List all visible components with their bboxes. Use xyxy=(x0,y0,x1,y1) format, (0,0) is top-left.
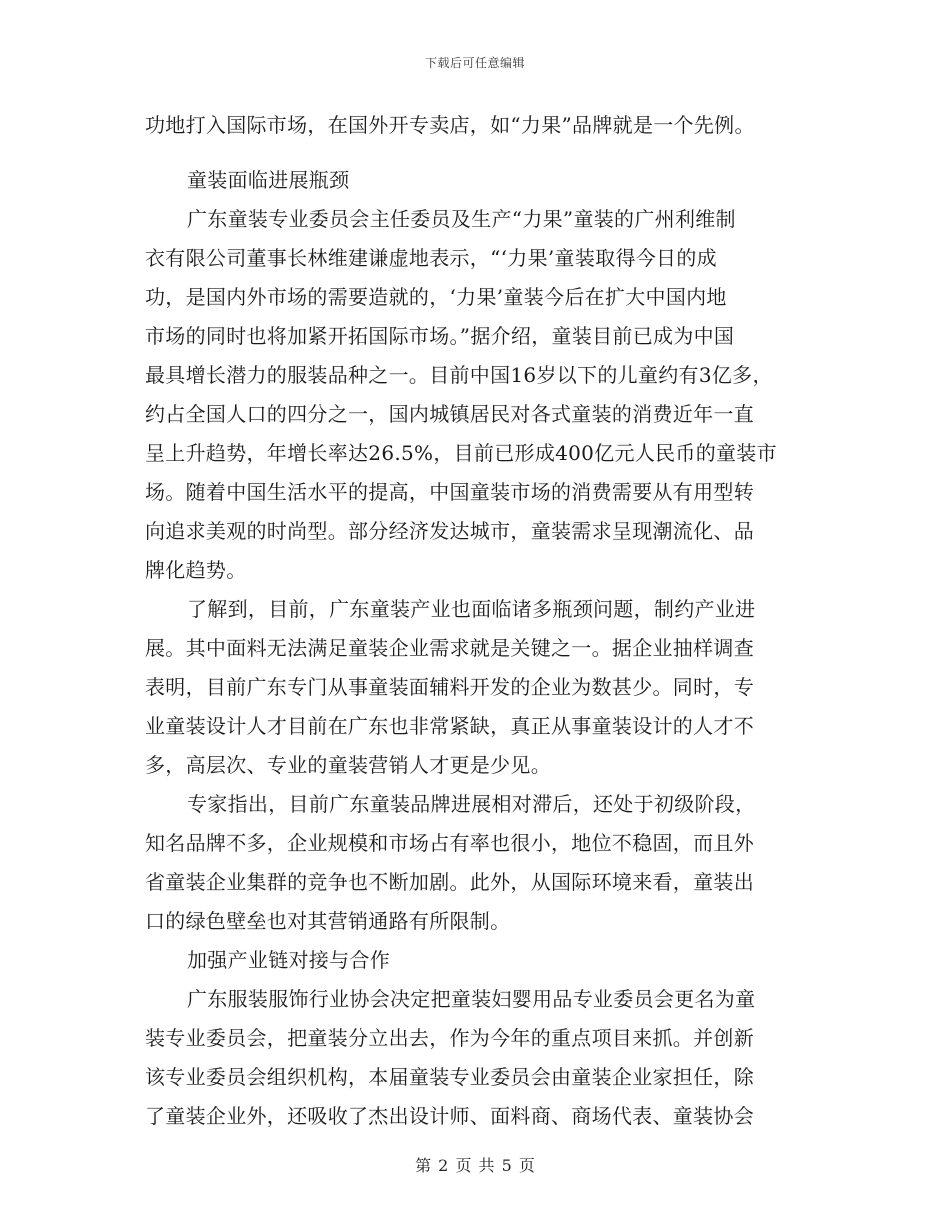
paragraph-line: 呈上升趋势，年增长率达26.5%，目前已形成400亿元人民币的童装市 xyxy=(145,441,777,465)
paragraph-line: 装专业委员会，把童装分立出去，作为今年的重点项目来抓。并创新 xyxy=(145,1026,754,1050)
paragraph-line: 广东童装专业委员会主任委员及生产“力果”童装的广州利维制 xyxy=(187,207,736,231)
paragraph-line: 口的绿色壁垒也对其营销通路有所限制。 xyxy=(145,909,511,933)
paragraph-line: 展。其中面料无法满足童装企业需求就是关键之一。据企业抽样调查 xyxy=(145,636,754,660)
paragraph-line: 该专业委员会组织机构，本届童装专业委员会由童装企业家担任，除 xyxy=(145,1065,754,1089)
paragraph-line: 业童装设计人才目前在广东也非常紧缺，真正从事童装设计的人才不 xyxy=(145,714,754,738)
paragraph-line: 衣有限公司董事长林维建谦虚地表示，“‘力果’童装取得今日的成 xyxy=(145,246,717,270)
paragraph-line: 知名品牌不多，企业规模和市场占有率也很小，地位不稳固，而且外 xyxy=(145,831,754,855)
paragraph-line: 了童装企业外，还吸收了杰出设计师、面料商、商场代表、童装协会 xyxy=(145,1104,754,1128)
page-footer: 第 2 页 共 5 页 xyxy=(415,1156,535,1175)
page-header: 下载后可任意编辑 xyxy=(424,56,525,70)
paragraph-line: 专家指出，目前广东童装品牌进展相对滞后，还处于初级阶段， xyxy=(187,792,756,816)
paragraph-line: 牌化趋势。 xyxy=(145,558,247,582)
section-heading: 加强产业链对接与合作 xyxy=(187,948,390,972)
paragraph-line: 功，是国内外市场的需要造就的，‘力果’童装今后在扩大中国内地 xyxy=(145,285,727,309)
paragraph-line: 市场的同时也将加紧开拓国际市场。”据介绍，童装目前已成为中国 xyxy=(145,324,735,348)
paragraph-line: 约占全国人口的四分之一，国内城镇居民对各式童装的消费近年一直 xyxy=(145,402,754,426)
document-body xyxy=(145,106,807,1136)
section-heading: 童装面临进展瓶颈 xyxy=(187,168,350,192)
paragraph-line: 表明，目前广东专门从事童装面辅料开发的企业为数甚少。同时，专 xyxy=(145,675,754,699)
paragraph-line: 最具增长潜力的服装品种之一。目前中国16岁以下的儿童约有3亿多， xyxy=(145,363,773,387)
paragraph-line: 省童装企业集群的竞争也不断加剧。此外，从国际环境来看，童装出 xyxy=(145,870,754,894)
paragraph-line: 广东服装服饰行业协会决定把童装妇婴用品专业委员会更名为童 xyxy=(187,987,756,1011)
paragraph-line: 了解到，目前，广东童装产业也面临诸多瓶颈问题，制约产业进 xyxy=(187,597,756,621)
paragraph-line: 场。随着中国生活水平的提高，中国童装市场的消费需要从有用型转 xyxy=(145,480,754,504)
paragraph-line: 多，高层次、专业的童装营销人才更是少见。 xyxy=(145,753,551,777)
paragraph-line: 向追求美观的时尚型。部分经济发达城市，童装需求呈现潮流化、品 xyxy=(145,519,754,543)
paragraph-line: 功地打入国际市场，在国外开专卖店，如“力果”品牌就是一个先例。 xyxy=(145,113,755,137)
